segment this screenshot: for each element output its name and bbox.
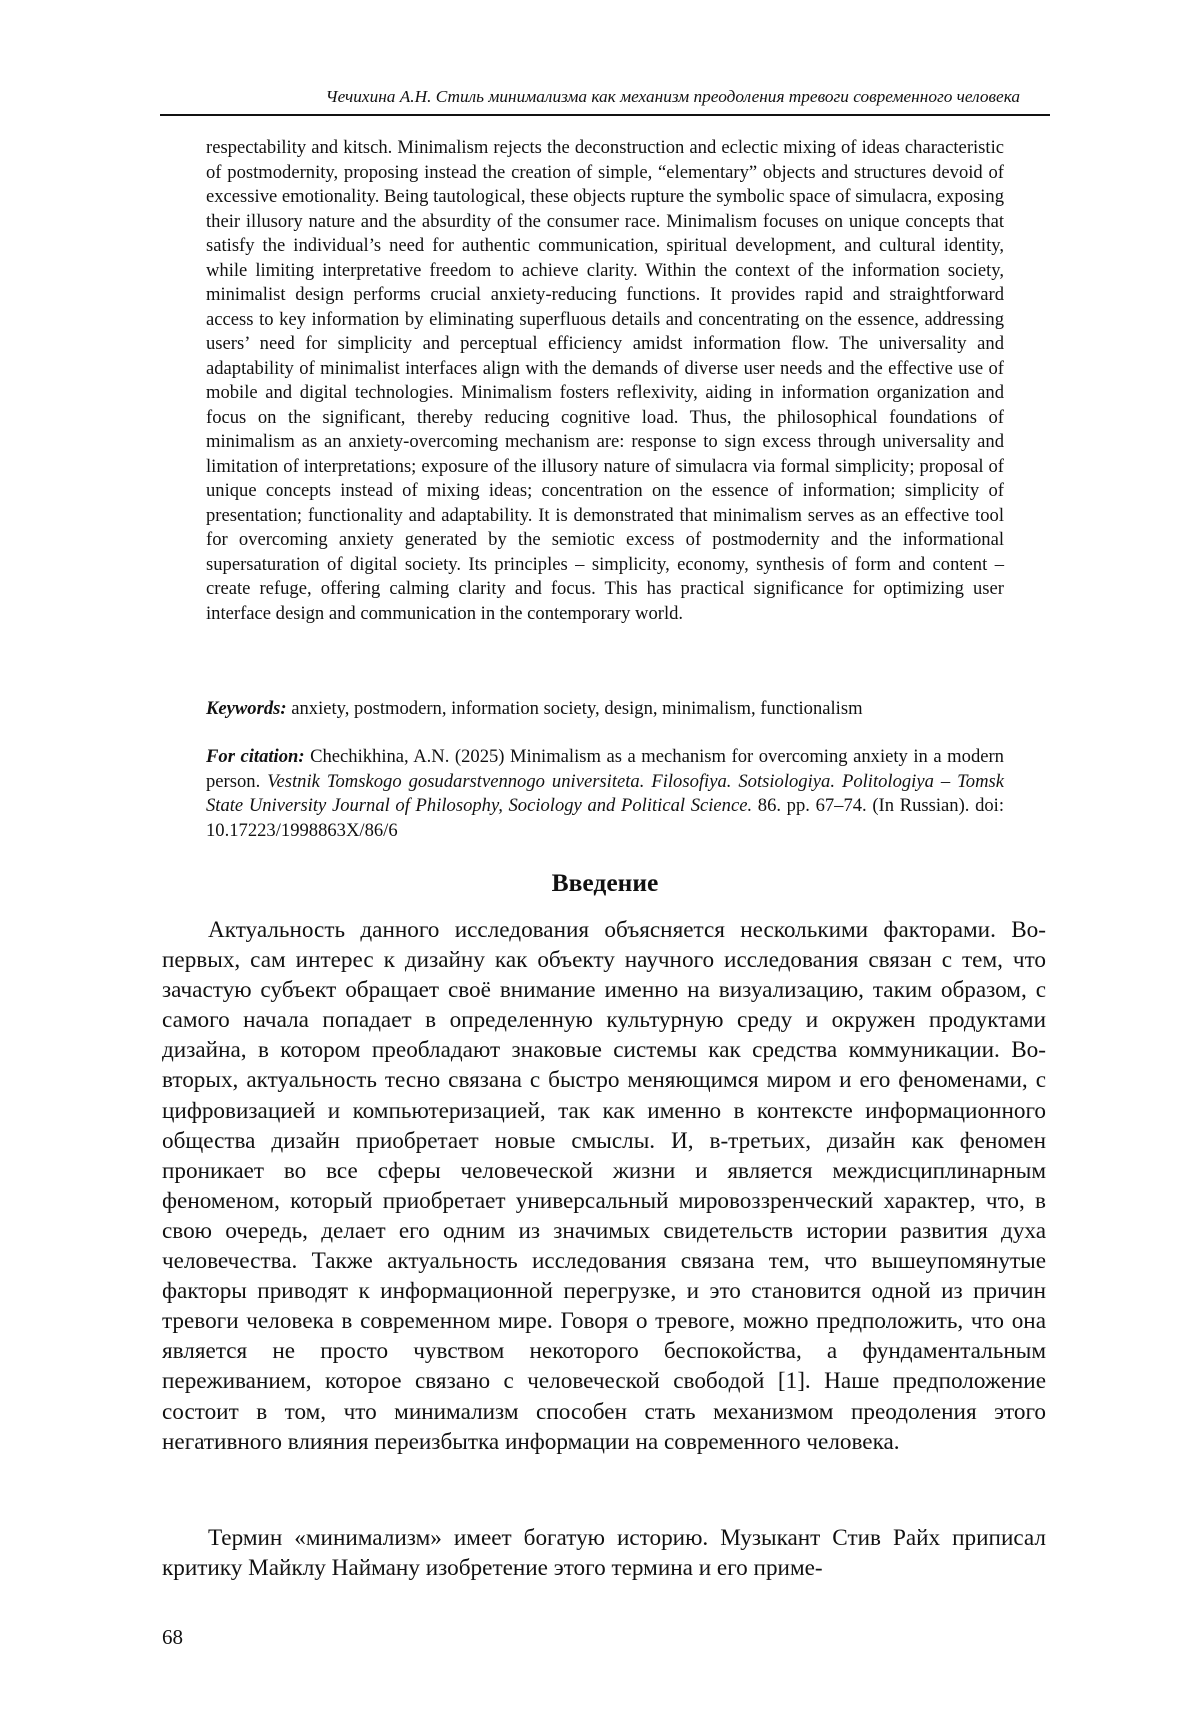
page-number: 68 [162,1625,183,1649]
keywords [206,697,1004,722]
running-head-text: Чечихина А.Н. Стиль минимализма как механизм преодоления тревоги современного человека [325,87,1020,106]
keywords-text: anxiety, postmodern, information society, design, minimalism, functionalism [286,698,863,719]
citation-text-part-1: Chechikhina, A.N. (2025) Minimalism as a mechanism for overcoming anxiety in a modern person. [206,746,1004,792]
citation-label: For citation: [206,746,305,767]
citation [206,745,1004,843]
running-head [160,86,1050,116]
section-heading: Введение [551,868,659,897]
body-paragraph-1: Актуальность данного исследования объясняется несколькими факторами. Во-первых, сам интерес к дизайну как объекту научного исследования связан с тем, что зачастую субъект обращает своё внимание именно на визуализацию, таким образом, с самого начала попадает в определенную культурную среду и окружен продуктами дизайна, в котором преобладают знаковые системы как средства коммуникации. Во-вторых, актуальность тесно связана с быстро меняющимся миром и его феноменами, с цифровизацией и компьютеризацией, так как именно в контексте информационного общества дизайн приобретает новые смыслы. И, в-третьих, дизайн как феномен проникает во все сферы человеческой жизни и является междисциплинарным феноменом, который приобретает универсальный мировоззренческий характер, что, в свою очередь, делает его одним из значимых свидетельств истории развития духа человечества. Также актуальность исследования связана тем, что вышеупомянутые факторы приводят к информационной перегрузке, и это становится одной из причин тревоги человека в современном мире. Говоря о тревоге, можно предположить, что она является не просто чувством некоторого беспокойства, а фундаментальным переживанием, которое связано с человеческой свободой [1]. Наше предположение состоит в том, что минимализм способен стать механизмом преодоления этого негативного влияния переизбытка информации на современного человека. [162,917,1046,1455]
keywords-label: Keywords: [206,698,287,719]
citation-text-part-2: 86. pp. 67–74. (In Russian). doi: 10.17223/1998863X/86/6 [206,795,1004,841]
abstract-text: respectability and kitsch. Minimalism rejects the deconstruction and eclectic mixing of ideas characteristic of postmodernity, proposing instead the creation of simple, “elementary” objects and structures devoid of excessive emotionality. Being tautological, these objects rupture the symbolic space of simulacra, exposing their illusory nature and the absurdity of the consumer race. Minimalism focuses on unique concepts that satisfy the individual’s need for authentic communication, spiritual development, and cultural identity, while limiting interpretative freedom to achieve clarity. Within the context of the information society, minimalist design performs crucial anxiety-reducing functions. It provides rapid and straightforward access to key information by eliminating superfluous details and concentrating on the essence, addressing users’ need for simplicity and perceptual efficiency amidst information flow. The universality and adaptability of minimalist interfaces align with the demands of diverse user needs and the effective use of mobile and digital technologies. Minimalism fosters reflexivity, aiding in information organization and focus on the significant, thereby reducing cognitive load. Thus, the philosophical foundations of minimalism as an anxiety-overcoming mechanism are: response to sign excess through universality and limitation of interpretations; exposure of the illusory nature of simulacra via formal simplicity; proposal of unique concepts instead of mixing ideas; concentration on the essence of information; simplicity of presentation; functionality and adaptability. It is demonstrated that minimalism serves as an effective tool for overcoming anxiety generated by the semiotic excess of postmodernity and the informational supersaturation of digital society. Its principles – simplicity, economy, synthesis of form and content – create refuge, offering calming clarity and focus. This has practical significance for optimizing user interface design and communication in the contemporary world. [206,137,1004,624]
body-paragraph-2: Термин «минимализм» имеет богатую историю. Музыкант Стив Райх приписал критику Майклу Найману изобретение этого термина и его приме- [162,1525,1046,1582]
citation-journal: Vestnik Tomskogo gosudarstvennogo universiteta. Filosofiya. Sotsiologiya. Politologiya – Tomsk State University Journal of Philosophy, Sociology and Political Science. [206,770,1004,816]
